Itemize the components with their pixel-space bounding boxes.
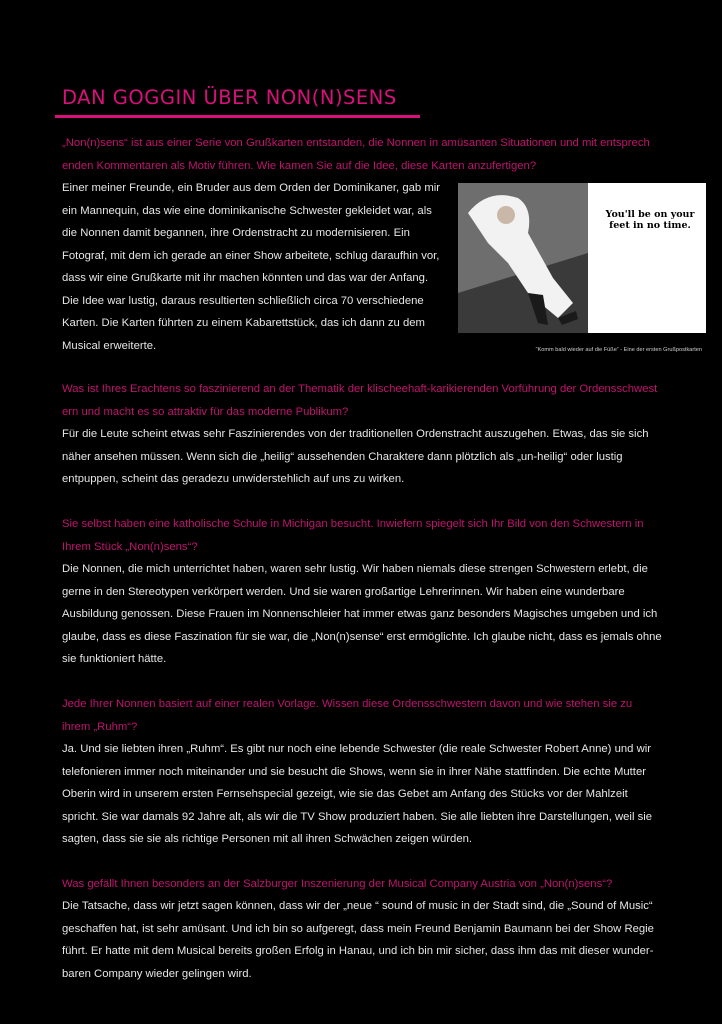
page-title: DAN GOGGIN ÜBER NON(N)SENS <box>62 86 397 109</box>
answer-1: Einer meiner Freunde, ein Bruder aus dem Orden der Dominikaner, gab mir ein Mannequin, das wie eine dominikanische Schwester gekleidet war, als die Nonnen damit begannen, ihre Ordenstracht zu modernisieren. Ein Fotograf, mit dem ich gerade an einer Show arbeitete, schlug daraufhin vor, dass wir eine Grußkarte mit ihr machen könnten und das war der Anfang. Die Idee war lustig, daraus resultierten schließlich circa 70 verschiedene Karten. Die Karten führten zu einem Kabarettstück, das ich dann zu dem Musical erweiterte. <box>62 182 440 352</box>
answer-2: Für die Leute scheint etwas sehr Faszinierendes von der traditionellen Ordenstracht auszugehen. Etwas, das sie sich näher ansehen müssen. Wenn sich die „heilig“ aussehenden Charaktere dann plötzlich als „un-heilig“ oder lustig entpuppen, scheint das geradezu unwiderstehlich auf uns zu wirken. <box>62 428 649 485</box>
image-caption: “Komm bald wieder auf die Füße” - Eine der ersten Grußpostkarten <box>535 347 702 353</box>
card-slogan: You'll be on your feet in no time. <box>605 209 695 231</box>
title-underline <box>55 115 420 118</box>
question-5: Was gefällt Ihnen besonders an der Salzburger Inszenierung der Musical Company Austria von „Non(n)sens“? <box>62 878 613 890</box>
nun-figure-illustration <box>458 183 588 333</box>
question-3: Sie selbst haben eine katholische Schule in Michigan besucht. Inwiefern spiegelt sich Ihr Bild von den Schwestern in Ihrem Stück „Non(n)sens“? <box>62 518 644 553</box>
answer-4: Ja. Und sie liebten ihren „Ruhm“. Es gibt nur noch eine lebende Schwester (die reale Schwester Robert Anne) und wir telefonieren immer noch miteinander und sie besucht die Shows, wenn sie in ihrer Nähe stattfinden. Die echte Mutter Oberin wird in unserem ersten Fernsehspecial gezeigt, wie sie das Gebet am Anfang des Stücks vor der Mahlzeit spricht. Sie war damals 92 Jahre alt, als wir die TV Show produziert haben. Sie alle liebten ihre Darstellungen, weil sie sagten, dass sie sie als richtige Personen mit all ihren Schwächen zeigen würden. <box>62 743 653 845</box>
answer-3: Die Nonnen, die mich unterrichtet haben, waren sehr lustig. Wir haben niemals diese strengen Schwestern erlebt, die gerne in den Stereotypen verkörpert werden. Und sie waren großartige Lehrerinnen. Wir haben eine wunderbare Ausbildung genossen. Diese Frauen im Nonnenschleier hat immer etwas ganz besonders Magisches umgeben und ich glaube, dass es diese Faszination für sie war, die „Non(n)sense“ erst ermöglichte. Ich glaube nicht, dass es jemals ohne sie funktioniert hätte. <box>62 563 662 665</box>
greeting-card-photo <box>458 183 706 333</box>
question-2: Was ist Ihres Erachtens so faszinierend an der Thematik der klischeehaft-karikierenden Vorführung der Ordensschwest ern und macht es so attraktiv für das moderne Publikum? <box>62 383 658 418</box>
answer-5: Die Tatsache, dass wir jetzt sagen können, dass wir der „neue “ sound of music in der Stadt sind, die „Sound of Music“ geschaffen hat, ist sehr amüsant. Und ich bin so aufgeregt, dass mein Freund Benjamin Baumann bei der Show Regie führt. Er hatte mit dem Musical bereits großen Erfolg in Hanau, und ich bin mir sicher, dass ihm das mit dieser wunder-baren Company wieder gelingen wird. <box>62 900 654 980</box>
question-1: „Non(n)sens“ ist aus einer Serie von Grußkarten entstanden, die Nonnen in amüsanten Situationen und mit entsprech enden Kommentaren als Motiv führen. Wie kamen Sie auf die Idee, diese Karten anzufertigen? <box>62 137 650 172</box>
question-4: Jede Ihrer Nonnen basiert auf einer realen Vorlage. Wissen diese Ordensschwestern davon und wie stehen sie zu ihrem „Ruhm“? <box>62 698 633 733</box>
nun-photo <box>458 183 588 333</box>
